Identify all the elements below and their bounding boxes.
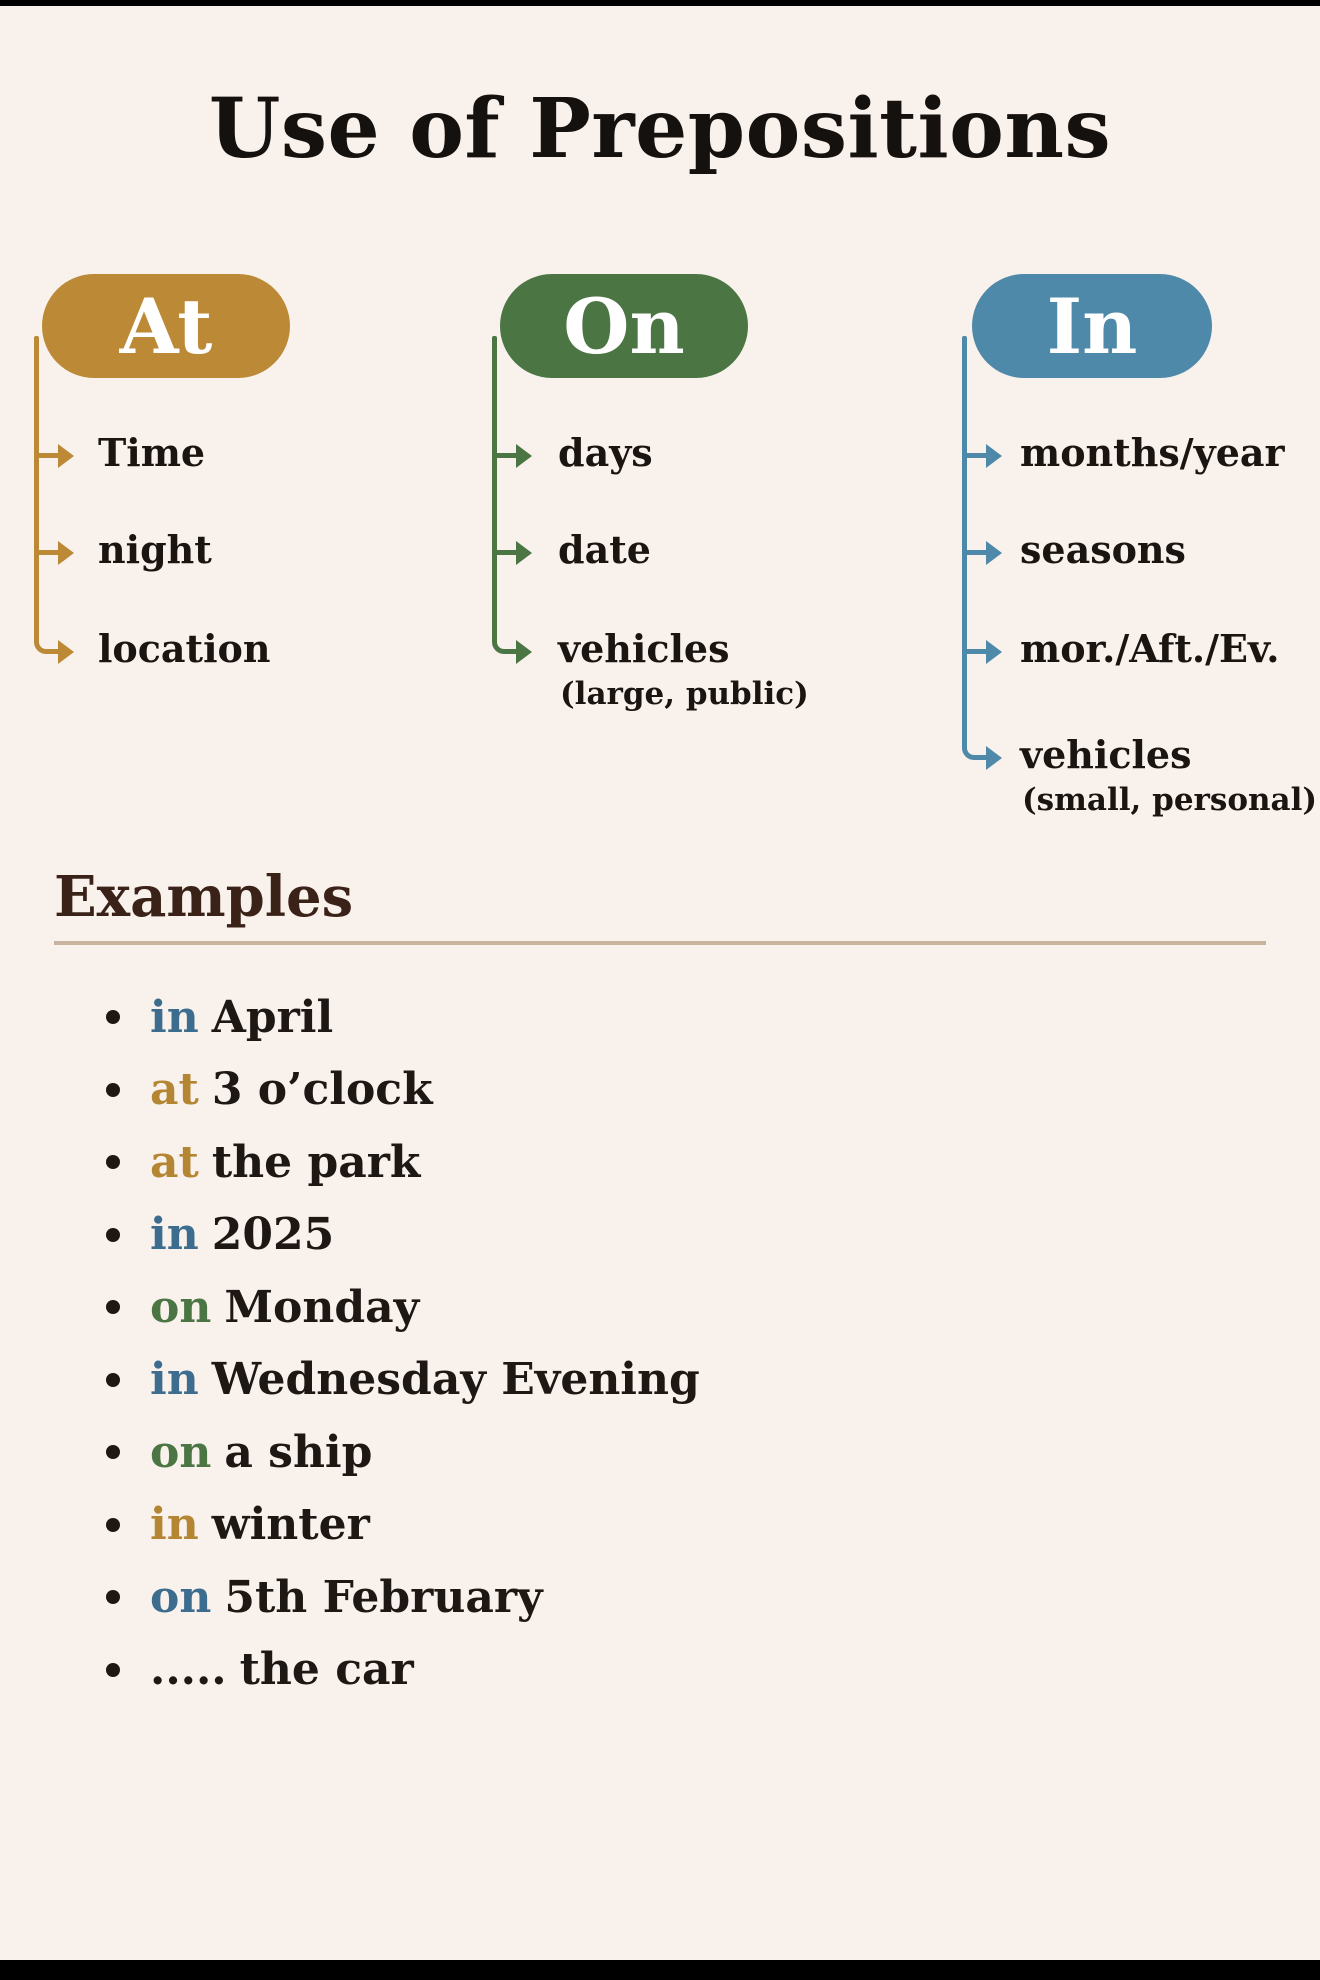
connector-branch — [492, 550, 518, 555]
arrow-right-icon — [58, 640, 74, 664]
usage-note: (large, public) — [560, 676, 809, 712]
example-phrase: 3 o’clock — [211, 1064, 433, 1116]
connector-branch — [962, 649, 988, 654]
example-preposition: on — [150, 1571, 212, 1623]
arrow-right-icon — [516, 541, 532, 565]
connector-line-on — [492, 336, 497, 638]
arrow-right-icon — [986, 640, 1002, 664]
arrow-right-icon — [986, 541, 1002, 565]
bullet-icon — [106, 1518, 120, 1532]
arrow-right-icon — [986, 746, 1002, 770]
bullet-icon — [106, 1373, 120, 1387]
example-item — [106, 981, 700, 1054]
bullet-icon — [106, 1300, 120, 1314]
usage-label: location — [98, 626, 271, 671]
example-preposition: at — [150, 1064, 199, 1116]
example-preposition: in — [150, 991, 199, 1043]
connector-branch — [34, 453, 60, 458]
arrow-right-icon — [516, 444, 532, 468]
bullet-icon — [106, 1228, 120, 1242]
preposition-pill-on: On — [500, 274, 748, 378]
example-phrase: winter — [211, 1499, 370, 1551]
example-preposition: in — [150, 1499, 199, 1551]
connector-branch — [34, 550, 60, 555]
usage-label: vehicles — [558, 626, 730, 671]
example-preposition: in — [150, 1354, 199, 1406]
usage-label: night — [98, 527, 212, 572]
infographic-canvas — [0, 6, 1320, 1960]
connector-line-in — [962, 336, 967, 744]
example-preposition: on — [150, 1281, 212, 1333]
arrow-right-icon — [58, 541, 74, 565]
bullet-icon — [106, 1590, 120, 1604]
bullet-icon — [106, 1010, 120, 1024]
example-phrase: the car — [239, 1644, 414, 1696]
usage-note: (small, personal) — [1022, 782, 1318, 818]
bullet-icon — [106, 1445, 120, 1459]
connector-branch — [962, 550, 988, 555]
example-phrase: 2025 — [211, 1209, 335, 1261]
usage-label: mor./Aft./Ev. — [1020, 626, 1280, 671]
preposition-pill-in: In — [972, 274, 1212, 378]
example-preposition: in — [150, 1209, 199, 1261]
preposition-pill-at: At — [42, 274, 290, 378]
arrow-right-icon — [58, 444, 74, 468]
usage-label: vehicles — [1020, 732, 1192, 777]
example-item — [106, 1271, 700, 1344]
example-item — [106, 1489, 700, 1562]
arrow-right-icon — [986, 444, 1002, 468]
connector-line-at — [34, 336, 39, 638]
example-item — [106, 1054, 700, 1127]
example-phrase: a ship — [224, 1426, 373, 1478]
example-item — [106, 1416, 700, 1489]
example-phrase: April — [211, 991, 334, 1043]
bullet-icon — [106, 1083, 120, 1097]
page-title: Use of Prepositions — [208, 81, 1112, 177]
example-item — [106, 1199, 700, 1272]
example-item — [106, 1634, 700, 1707]
connector-branch — [962, 453, 988, 458]
arrow-right-icon — [516, 640, 532, 664]
usage-label: months/year — [1020, 430, 1285, 475]
example-item — [106, 1561, 700, 1634]
usage-label: seasons — [1020, 527, 1186, 572]
example-preposition: ..... — [150, 1644, 227, 1696]
example-phrase: Wednesday Evening — [211, 1354, 700, 1406]
example-phrase: 5th February — [224, 1571, 543, 1623]
examples-list — [106, 981, 700, 1706]
bullet-icon — [106, 1155, 120, 1169]
usage-label: Time — [98, 430, 206, 475]
example-item — [106, 1344, 700, 1417]
example-preposition: on — [150, 1426, 212, 1478]
example-phrase: Monday — [224, 1281, 420, 1333]
connector-branch — [492, 453, 518, 458]
example-preposition: at — [150, 1136, 199, 1188]
examples-divider — [54, 941, 1266, 945]
usage-label: date — [558, 527, 651, 572]
example-phrase: the park — [211, 1136, 421, 1188]
example-item — [106, 1126, 700, 1199]
bullet-icon — [106, 1663, 120, 1677]
usage-label: days — [558, 430, 653, 475]
examples-heading: Examples — [54, 864, 354, 930]
